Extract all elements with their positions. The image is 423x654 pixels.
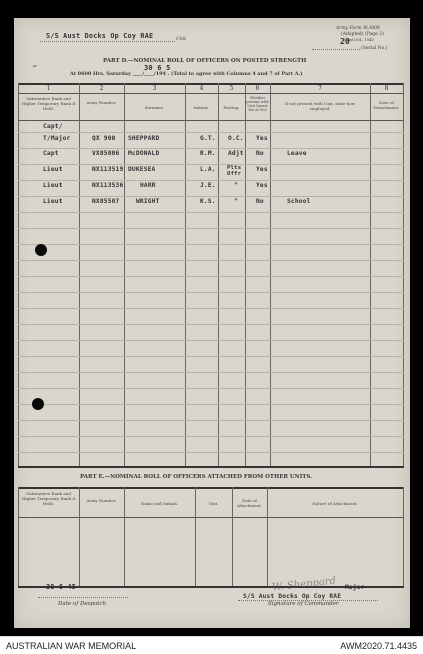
despatch-label: Date of Despatch — [58, 601, 107, 607]
serial-label: (Serial No.) — [361, 46, 388, 51]
commander-signature: W. Sheppard — [271, 575, 337, 594]
part-e-header-unit: Unit. — [208, 501, 219, 506]
punch-hole-top — [35, 244, 47, 256]
ruled-line — [18, 212, 404, 213]
footer-right-text: AWM2020.71.4435 — [340, 641, 417, 651]
row-2-surname: McDONALD — [128, 150, 160, 157]
part-d-bottom-border — [18, 466, 404, 468]
commander-unit-typed: S/S Aust Docks Op Coy RAE — [243, 593, 342, 600]
part-e-col-divider-3 — [195, 487, 196, 586]
stamp-mark: ☙ — [32, 63, 38, 70]
col-header-rank: Substantive Rank and Higher Temporary Rank if Held. — [21, 96, 76, 111]
part-d-numrow-border — [18, 93, 404, 94]
part-e-title: PART E.—NOMINAL ROLL OF OFFICERS ATTACHED FROM OTHER UNITS. — [80, 474, 313, 480]
part-d-col-divider-4 — [218, 83, 219, 466]
row-5-present: No — [256, 198, 264, 205]
col-header-army-number: Army Number. — [86, 100, 117, 105]
part-d-col-divider-3 — [185, 83, 186, 466]
row-5-surname: WRIGHT — [136, 198, 160, 205]
unit-line — [40, 41, 175, 42]
row-1-posting: O.C. — [228, 135, 244, 142]
unit-typed: S/S Aust Docks Op Coy RAE — [46, 32, 154, 40]
row-1-present: Yes — [256, 135, 268, 142]
col-num-8: 8 — [384, 85, 389, 92]
ruled-line — [18, 420, 404, 421]
commander-label: Signature of Commander — [268, 601, 339, 607]
row-1-rank: T/Major — [43, 135, 71, 142]
col-num-2: 2 — [99, 85, 104, 92]
row-2-present: No — [256, 150, 264, 157]
row-3-posting: Plts Offr — [227, 165, 242, 177]
archive-footer — [0, 636, 423, 654]
ruled-line — [18, 228, 404, 229]
row-3-rank: Lieut — [43, 166, 63, 173]
ruled-line — [18, 164, 404, 165]
unit-label: Unit — [176, 37, 186, 42]
row-4-initials: J.E. — [200, 182, 216, 189]
col-num-3: 3 — [152, 85, 157, 92]
form-number: Army Form W.3008 — [336, 26, 380, 31]
part-d-subtitle: At 0600 Hrs. Saturday ____/____/194 . (Total to agree with Columns 4 and 7 of Part A.) — [70, 71, 303, 77]
row-5-employed: School — [287, 198, 311, 205]
ruled-line — [18, 180, 404, 181]
part-d-header-border — [18, 120, 404, 121]
row-4-present: Yes — [256, 182, 268, 189]
part-d-col-edge-right — [403, 83, 404, 466]
col-header-employed: If not present with Unit, state how employed. — [284, 101, 356, 111]
serial-line — [312, 49, 360, 50]
col-header-posting: Posting. — [223, 105, 240, 110]
part-e-col-divider-1 — [79, 487, 80, 586]
part-e-header-date: Date of Attachment. — [237, 498, 262, 508]
row-1-initials: G.T. — [200, 135, 216, 142]
part-e-header-border — [18, 517, 404, 518]
ruled-line — [18, 148, 404, 149]
row-5-initials: K.S. — [200, 198, 216, 205]
ruled-line — [18, 340, 404, 341]
ruled-line — [18, 388, 404, 389]
part-d-col-divider-5 — [245, 83, 246, 466]
col-num-7: 7 — [318, 85, 322, 92]
row-1-number: QX 900 — [92, 135, 116, 142]
ruled-line — [18, 324, 404, 325]
row-3-present: Yes — [256, 166, 268, 173]
ruled-line — [18, 452, 404, 453]
commander-rank-typed: Major — [345, 584, 365, 591]
part-e-header-rank: Substantive Rank and Higher Temporary Rank if Held. — [21, 491, 76, 506]
part-e-header-nature: Nature of Attachment. — [312, 501, 358, 506]
row-5-number: NX85507 — [92, 198, 120, 205]
part-e-col-divider-4 — [232, 487, 233, 586]
part-d-date-typed: 30 6 5 — [144, 64, 171, 72]
ruled-line — [18, 404, 404, 405]
col-header-present: Whether present with Unit (insert Yes or No) — [246, 96, 269, 112]
ruled-line — [18, 260, 404, 261]
despatch-line — [38, 597, 128, 598]
row-1-surname: SHEPPARD — [128, 135, 160, 142]
part-d-col-divider-2 — [124, 83, 125, 466]
col-header-detachment: Date of Detachment. — [373, 100, 400, 110]
row-3-initials: L.A. — [200, 166, 216, 173]
row-2-posting: Adjt — [228, 150, 244, 157]
part-d-col-divider-1 — [79, 83, 80, 466]
form-edition: (Aust) Ed., 1943 — [344, 38, 374, 42]
part-e-col-edge-right — [403, 487, 404, 586]
ruled-line — [18, 356, 404, 357]
punch-hole-bottom — [32, 398, 44, 410]
form-adapted: (Adapted) (Page 2) — [341, 32, 384, 37]
row-4-rank: Lieut — [43, 182, 63, 189]
col-header-initials: Initials. — [193, 105, 210, 110]
part-e-col-divider-2 — [124, 487, 125, 586]
row-3-number: NX113519 — [92, 166, 124, 173]
row-2-number: VX85006 — [92, 150, 120, 157]
ruled-line — [18, 372, 404, 373]
row-4-posting: " — [234, 182, 238, 189]
serial-typed: 20 — [340, 37, 351, 46]
ruled-line — [18, 244, 404, 245]
part-d-title: PART D.—NOMINAL ROLL OF OFFICERS ON POSTED STRENGTH — [103, 58, 307, 64]
row-5-posting: " — [234, 198, 238, 205]
part-d-col-edge-left — [18, 83, 19, 466]
row-2-employed: Leave — [287, 150, 307, 157]
part-d-col-divider-7 — [370, 83, 371, 466]
ruled-line — [18, 292, 404, 293]
col-num-5: 5 — [229, 85, 234, 92]
row-2-initials: R.M. — [200, 150, 216, 157]
row-5-rank: Lieut — [43, 198, 63, 205]
ruled-line — [18, 196, 404, 197]
row-0-rank: Capt/ — [43, 123, 63, 130]
col-header-surname: Surname. — [144, 105, 165, 110]
despatch-date-typed: 30-6-45 — [46, 583, 77, 591]
part-d-col-divider-6 — [270, 83, 271, 466]
row-4-surname: HARR — [140, 182, 156, 189]
footer-left-text: AUSTRALIAN WAR MEMORIAL — [6, 641, 137, 651]
part-e-header-army-number: Army Number. — [86, 498, 117, 503]
row-4-number: NX113536 — [92, 182, 124, 189]
col-num-1: 1 — [46, 85, 51, 92]
part-e-top-border — [18, 487, 404, 489]
row-3-surname: DUKESEA — [128, 166, 156, 173]
ruled-line — [18, 132, 404, 133]
ruled-line — [18, 276, 404, 277]
ruled-line — [18, 308, 404, 309]
part-e-header-name: Name and Initials. — [140, 501, 179, 506]
col-num-4: 4 — [199, 85, 204, 92]
row-2-rank: Capt — [43, 150, 59, 157]
part-e-col-divider-5 — [267, 487, 268, 586]
col-num-6: 6 — [255, 85, 260, 92]
ruled-line — [18, 436, 404, 437]
part-e-col-edge-left — [18, 487, 19, 586]
